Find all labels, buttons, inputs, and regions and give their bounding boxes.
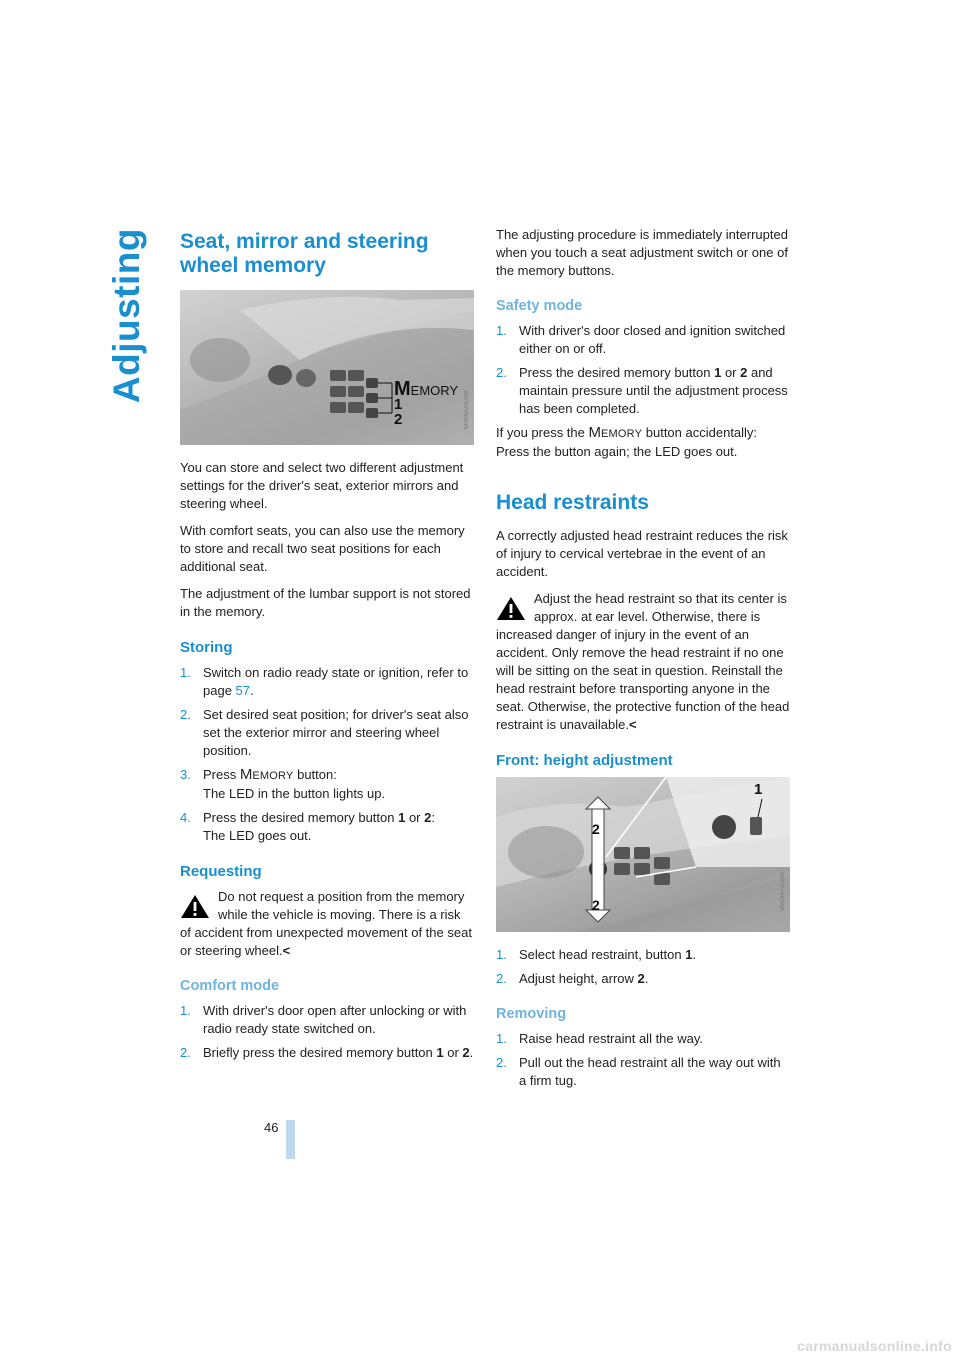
intro-paragraph-1: You can store and select two different adjustment settings for the driver's seat, exterior mirrors and steering wheel. xyxy=(180,460,464,511)
list-item: 1. With driver's door open after unlocking or with radio ready state switched on. xyxy=(180,1003,467,1036)
left-column xyxy=(180,230,474,1068)
page-heading: Seat, mirror and steering wheel memory xyxy=(180,230,429,277)
watermark: carmanualsonline.info xyxy=(797,1338,952,1354)
figure-code: MV04470CMA xyxy=(780,872,786,912)
storing-heading: Storing xyxy=(180,639,233,656)
list-item: 2. Press the desired memory button 1 or 2 and maintain pressure until the adjustment process has been completed. xyxy=(496,365,788,416)
front-height-heading: Front: height adjustment xyxy=(496,752,673,769)
safety-mode-heading: Safety mode xyxy=(496,298,583,314)
list-item: 1. Switch on radio ready state or ignition, refer to page 57. xyxy=(180,665,469,698)
warning-triangle-icon xyxy=(180,894,210,919)
intro-paragraph-3: The adjustment of the lumbar support is not stored in the memory. xyxy=(180,586,471,619)
list-item: 2. Adjust height, arrow 2. xyxy=(496,971,649,986)
head-restraints-heading: Head restraints xyxy=(496,491,649,514)
list-item: 1. Raise head restraint all the way. xyxy=(496,1031,704,1046)
memory-buttons-photo xyxy=(180,290,474,445)
right-column xyxy=(496,227,790,1096)
list-item: 4. Press the desired memory button 1 or 2: The LED goes out. xyxy=(180,810,435,843)
button-1-label: 1 xyxy=(394,396,403,413)
warning-block: Do not request a position from the memory while the vehicle is moving. There is a risk of accident from unexpected movement of the seat or steering wheel.< xyxy=(180,889,472,958)
arrow-2-lower-label: 2 xyxy=(592,897,600,913)
removing-heading: Removing xyxy=(496,1006,567,1022)
safety-steps xyxy=(496,322,790,418)
page-number: 46 xyxy=(264,1120,279,1135)
warning-block: Adjust the head restraint so that its center is approx. at ear level. Otherwise, there is increased danger of injury in the event of an accident. Only remove the head restraint if no one will be sitting on the seat in question. Reinstall the head restraint before transporting anyone in the seat. Otherwise, the protective function of the head restraint is unavailable.< xyxy=(496,591,790,732)
removing-steps xyxy=(496,1030,790,1090)
arrow-2-upper-label: 2 xyxy=(592,821,600,837)
list-item: 2. Set desired seat position; for driver's seat also set the exterior mirror and steering wheel position. xyxy=(180,707,469,758)
accidental-press-note: If you press the MEMORY button accidentally: Press the button again; the LED goes out. xyxy=(496,424,758,459)
list-item: 2. Pull out the head restraint all the way out with a firm tug. xyxy=(496,1055,781,1088)
page-number-bar xyxy=(286,1120,295,1159)
section-title: Adjusting xyxy=(106,228,147,404)
page-link[interactable]: 57 xyxy=(235,683,251,698)
intro-paragraph-2: With comfort seats, you can also use the memory to store and recall two seat positions for each additional seat. xyxy=(180,523,465,574)
list-item: 2. Briefly press the desired memory button 1 or 2. xyxy=(180,1045,474,1060)
warning-triangle-icon xyxy=(496,596,526,621)
memory-label: MEMORY xyxy=(394,378,459,400)
button-2-label: 2 xyxy=(394,411,403,428)
front-steps xyxy=(496,946,790,988)
comfort-steps xyxy=(180,1002,474,1062)
button-1-label: 1 xyxy=(754,781,763,798)
interrupt-paragraph: The adjusting procedure is immediately interrupted when you touch a seat adjustment switch or one of the memory buttons. xyxy=(496,227,788,278)
requesting-heading: Requesting xyxy=(180,863,262,880)
head-restraint-photo xyxy=(496,777,790,932)
head-restraint-illustration xyxy=(496,777,790,932)
list-item: 3. Press MEMORY button: The LED in the button lights up. xyxy=(180,766,386,801)
figure-code: MV04220CMA xyxy=(464,390,470,430)
comfort-mode-heading: Comfort mode xyxy=(180,978,280,994)
storing-steps xyxy=(180,664,474,845)
list-item: 1. With driver's door closed and ignition switched either on or off. xyxy=(496,323,786,356)
list-item: 1. Select head restraint, button 1. xyxy=(496,947,697,962)
head-restraints-intro: A correctly adjusted head restraint reduces the risk of injury to cervical vertebrae in the event of an accident. xyxy=(496,528,788,579)
memory-panel-illustration xyxy=(180,290,474,445)
